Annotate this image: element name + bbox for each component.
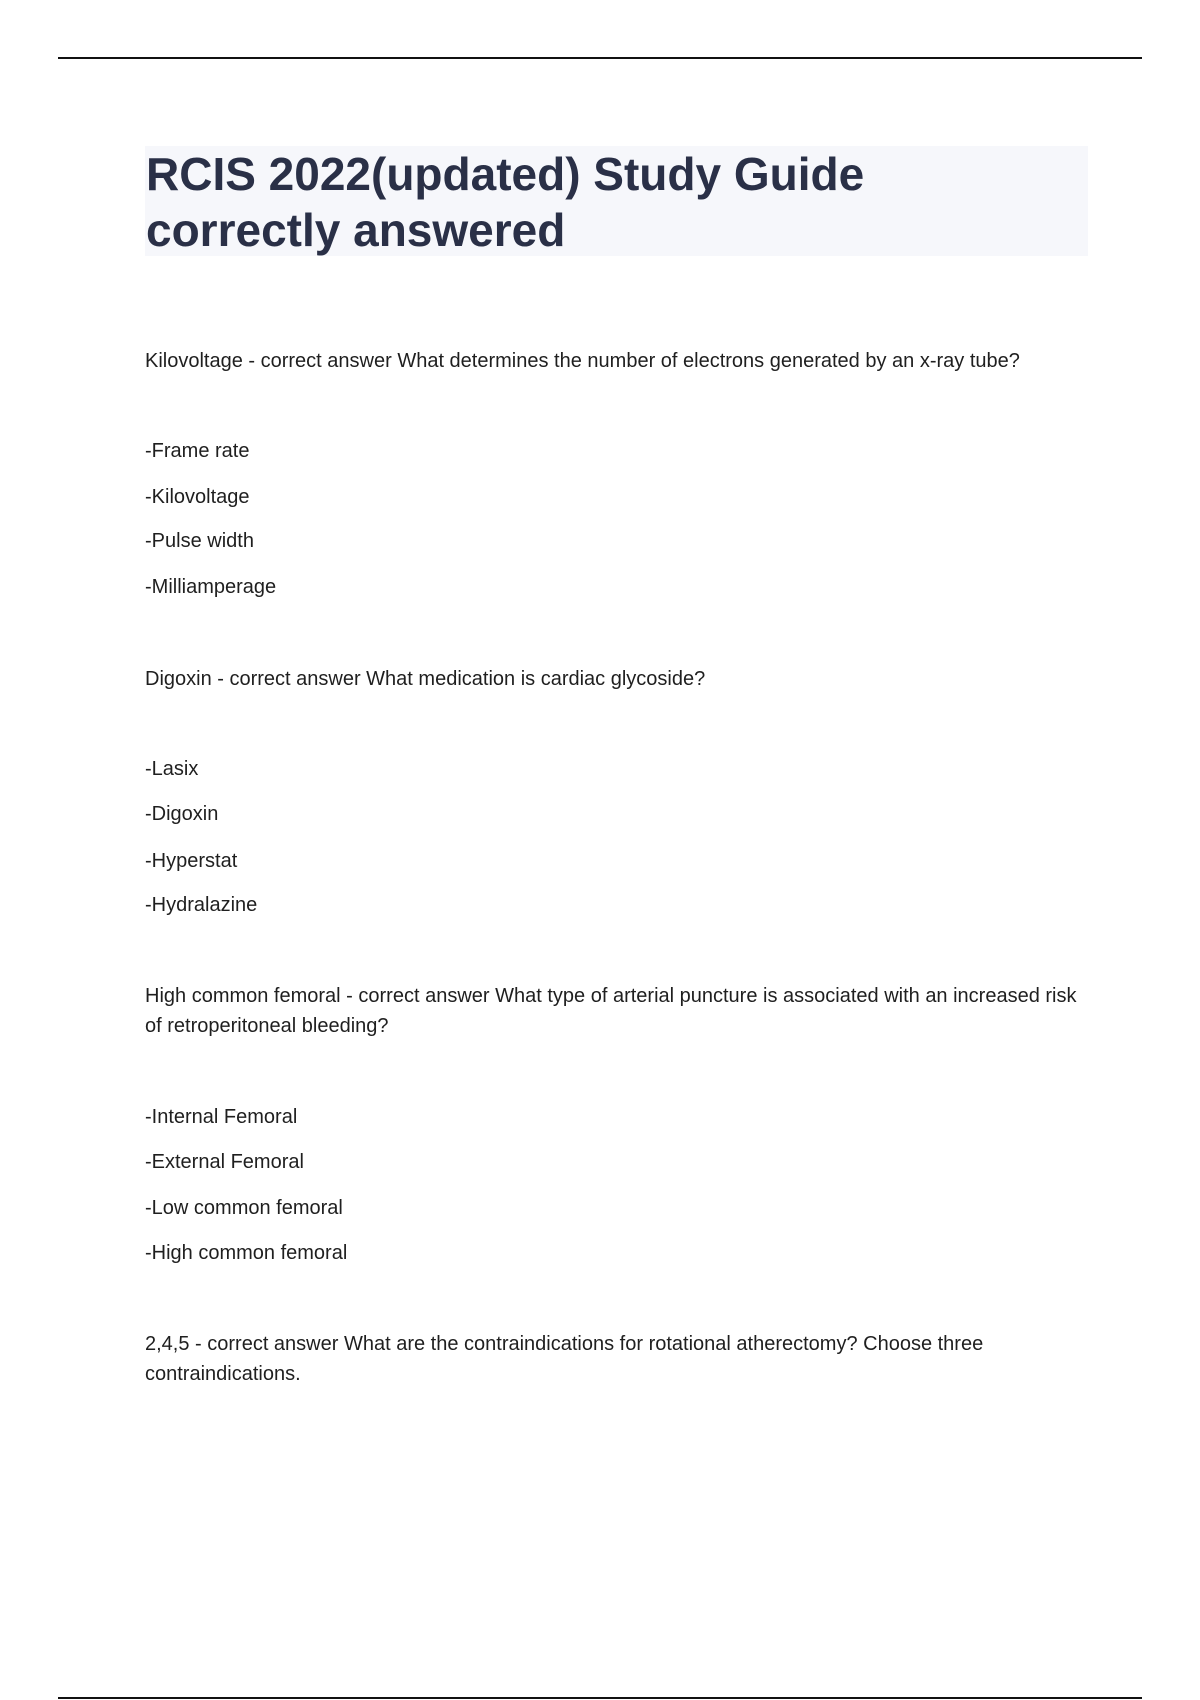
question-3-option-3: -Low common femoral: [145, 1197, 343, 1219]
question-4-text: 2,4,5 - correct answer What are the contraindications for rotational atherectomy? Choose three contraindications.: [145, 1333, 984, 1385]
question-2-option-3: -Hyperstat: [145, 850, 238, 872]
question-3-text: High common femoral - correct answer What type of arterial puncture is associated with an increased risk of retroperitoneal bleeding?: [145, 985, 1077, 1037]
question-3-option-2: -External Femoral: [145, 1151, 304, 1173]
question-2-option-2: -Digoxin: [145, 803, 219, 825]
question-3-option-1: -Internal Femoral: [145, 1106, 298, 1128]
question-2-text: Digoxin - correct answer What medication is cardiac glycoside?: [145, 668, 706, 690]
question-1-option-4: -Milliamperage: [145, 576, 277, 598]
question-1-text: Kilovoltage - correct answer What determines the number of electrons generated by an x-ray tube?: [145, 350, 1020, 372]
question-2-option-1: -Lasix: [145, 758, 199, 780]
question-2-option-4: -Hydralazine: [145, 894, 258, 916]
header-rule: [58, 57, 1142, 59]
footer-rule: [58, 1697, 1142, 1699]
question-1-option-3: -Pulse width: [145, 530, 254, 552]
question-3-option-4: -High common femoral: [145, 1242, 348, 1264]
document-title: [146, 146, 864, 258]
title-line-1: RCIS 2022(updated) Study Guide: [146, 148, 865, 200]
title-line-2: correctly answered: [146, 204, 566, 256]
question-1-option-2: -Kilovoltage: [145, 486, 250, 508]
question-1-option-1: -Frame rate: [145, 440, 250, 462]
